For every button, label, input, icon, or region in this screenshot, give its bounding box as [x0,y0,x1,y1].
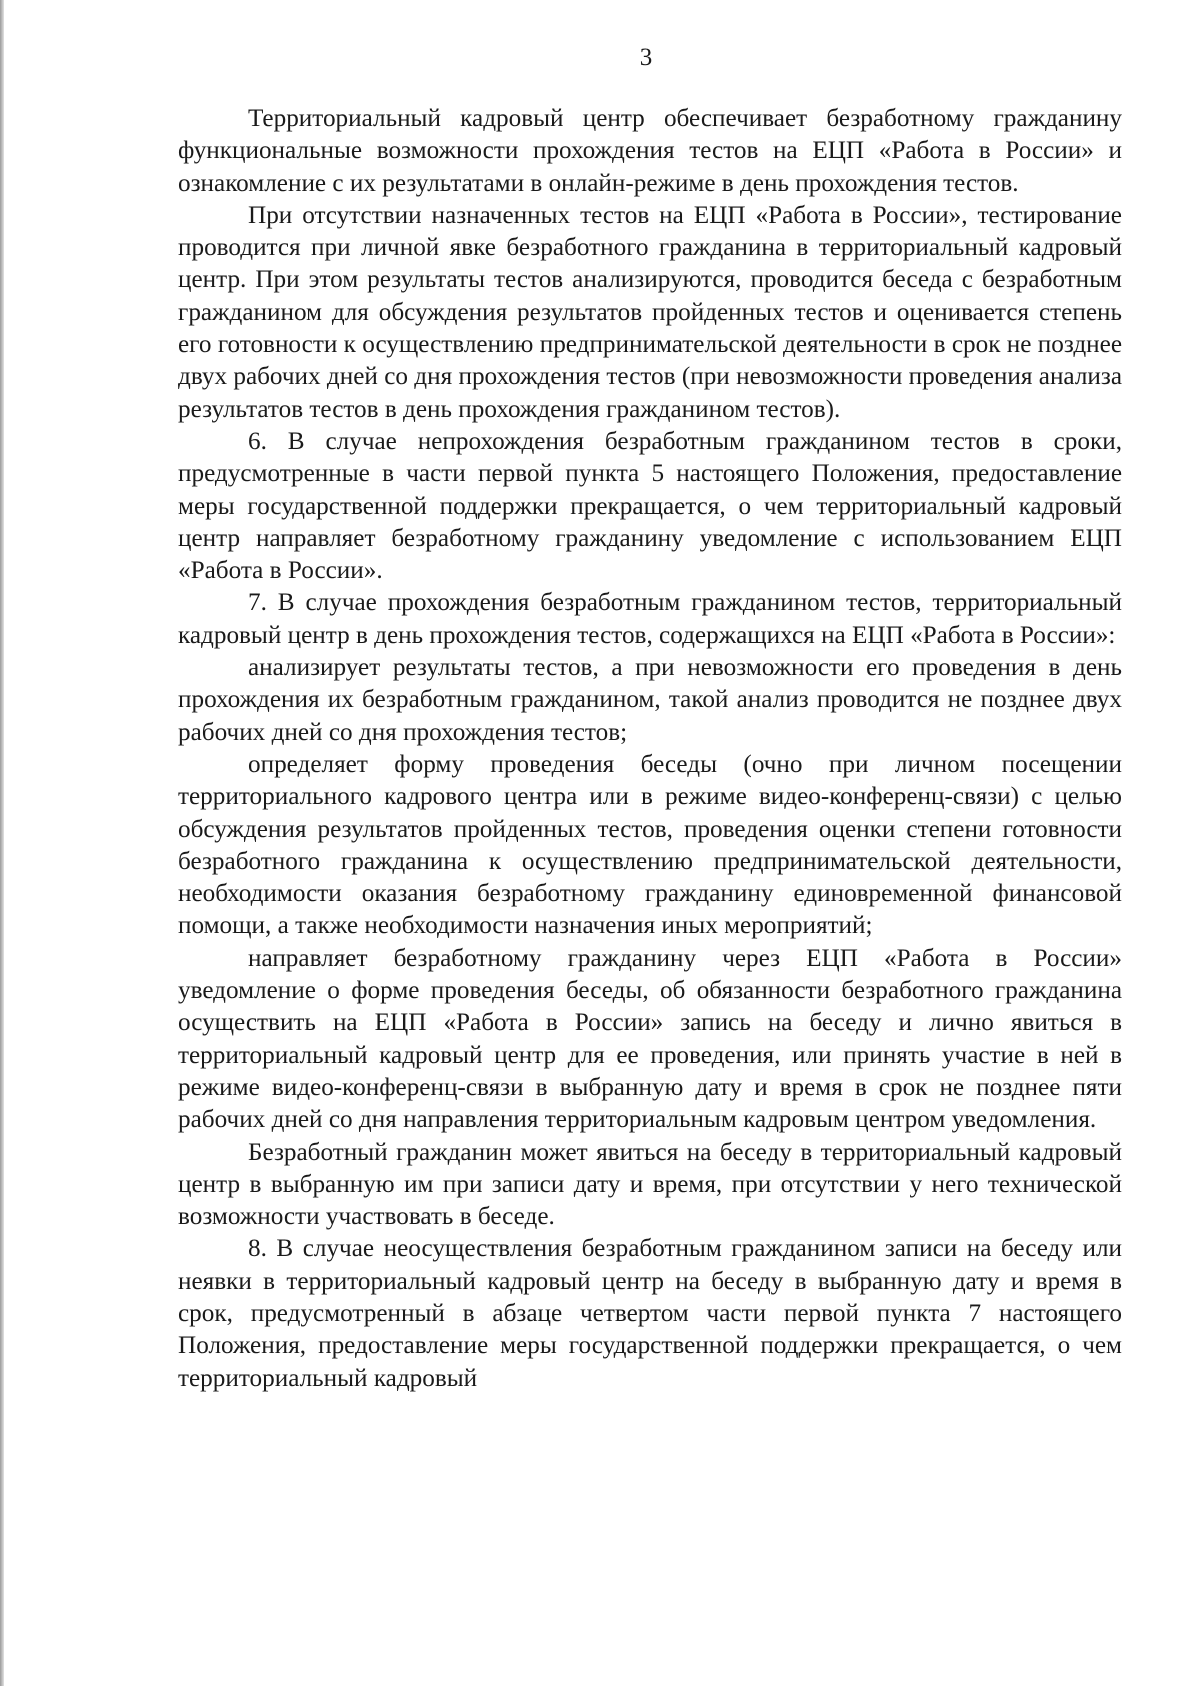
paragraph-item-7: 7. В случае прохождения безработным гражданином тестов, территориальный кадровый центр в день прохождения тестов, содержащихся на ЕЦП «Работа в России»: [178,589,1122,649]
paragraph-sends-notification: направляет безработному гражданину через ЕЦП «Работа в России» уведомление о форме проведения беседы, об обязанности безработного гражданина осуществить на ЕЦП «Работа в России» запись на беседу и лично явиться в территориальный кадровый центр для ее проведения, или принять участие в ней в режиме видео-конференц-связи в выбранную дату и время в срок не позднее пяти рабочих дней со дня направления территориальным кадровым центром уведомления. [178,944,1122,1134]
scan-edge [0,0,4,1686]
paragraph-item-6: 6. В случае непрохождения безработным гражданином тестов в сроки, предусмотренные в части первой пункта 5 настоящего Положения, предоставление меры государственной поддержки прекращается, о чем территориальный кадровый центр направляет безработному гражданину уведомление с использованием ЕЦП «Работа в России». [178,427,1122,585]
paragraph-may-appear: Безработный гражданин может явиться на беседу в территориальный кадровый центр в выбранную им при записи дату и время, при отсутствии у него технической возможности участвовать в беседе. [178,1138,1122,1231]
paragraph-test-functionality: Территориальный кадровый центр обеспечивает безработному гражданину функциональные возможности прохождения тестов на ЕЦП «Работа в России» и ознакомление с их результатами в онлайн-режиме в день прохождения тестов. [178,105,1122,197]
paragraph-item-8: 8. В случае неосуществления безработным гражданином записи на беседу или неявки в территориальный кадровый центр на беседу в выбранную дату и время в срок, предусмотренный в абзаце четвертом части первой пункта 7 настоящего Положения, предоставление меры государственной поддержки прекращается, о чем территориальный кадровый [178,1235,1122,1392]
paragraph-analyzes-results: анализирует результаты тестов, а при невозможности его проведения в день прохождения их безработным гражданином, такой анализ проводится не позднее двух рабочих дней со дня прохождения тестов; [178,654,1122,746]
paragraph-no-assigned-tests: При отсутствии назначенных тестов на ЕЦП «Работа в России», тестирование проводится при личной явке безработного гражданина в территориальный кадровый центр. При этом результаты тестов анализируются, проводится беседа с безработным гражданином для обсуждения результатов пройденных тестов и оценивается степень его готовности к осуществлению предпринимательской деятельности в срок не позднее двух рабочих дней со дня прохождения тестов (при невозможности проведения анализа результатов тестов в день прохождения гражданином тестов). [178,201,1122,423]
document-body [178,103,1122,1395]
paragraph-determines-form: определяет форму проведения беседы (очно при личном посещении территориального кадрового центра или в режиме видео-конференц-связи) с целью обсуждения результатов пройденных тестов, проведения оценки степени готовности безработного гражданина к осуществлению предпринимательской деятельности, необходимости оказания безработному гражданину единовременной финансовой помощи, а также необходимости назначения иных мероприятий; [178,750,1122,940]
page-number: 3 [639,44,653,71]
